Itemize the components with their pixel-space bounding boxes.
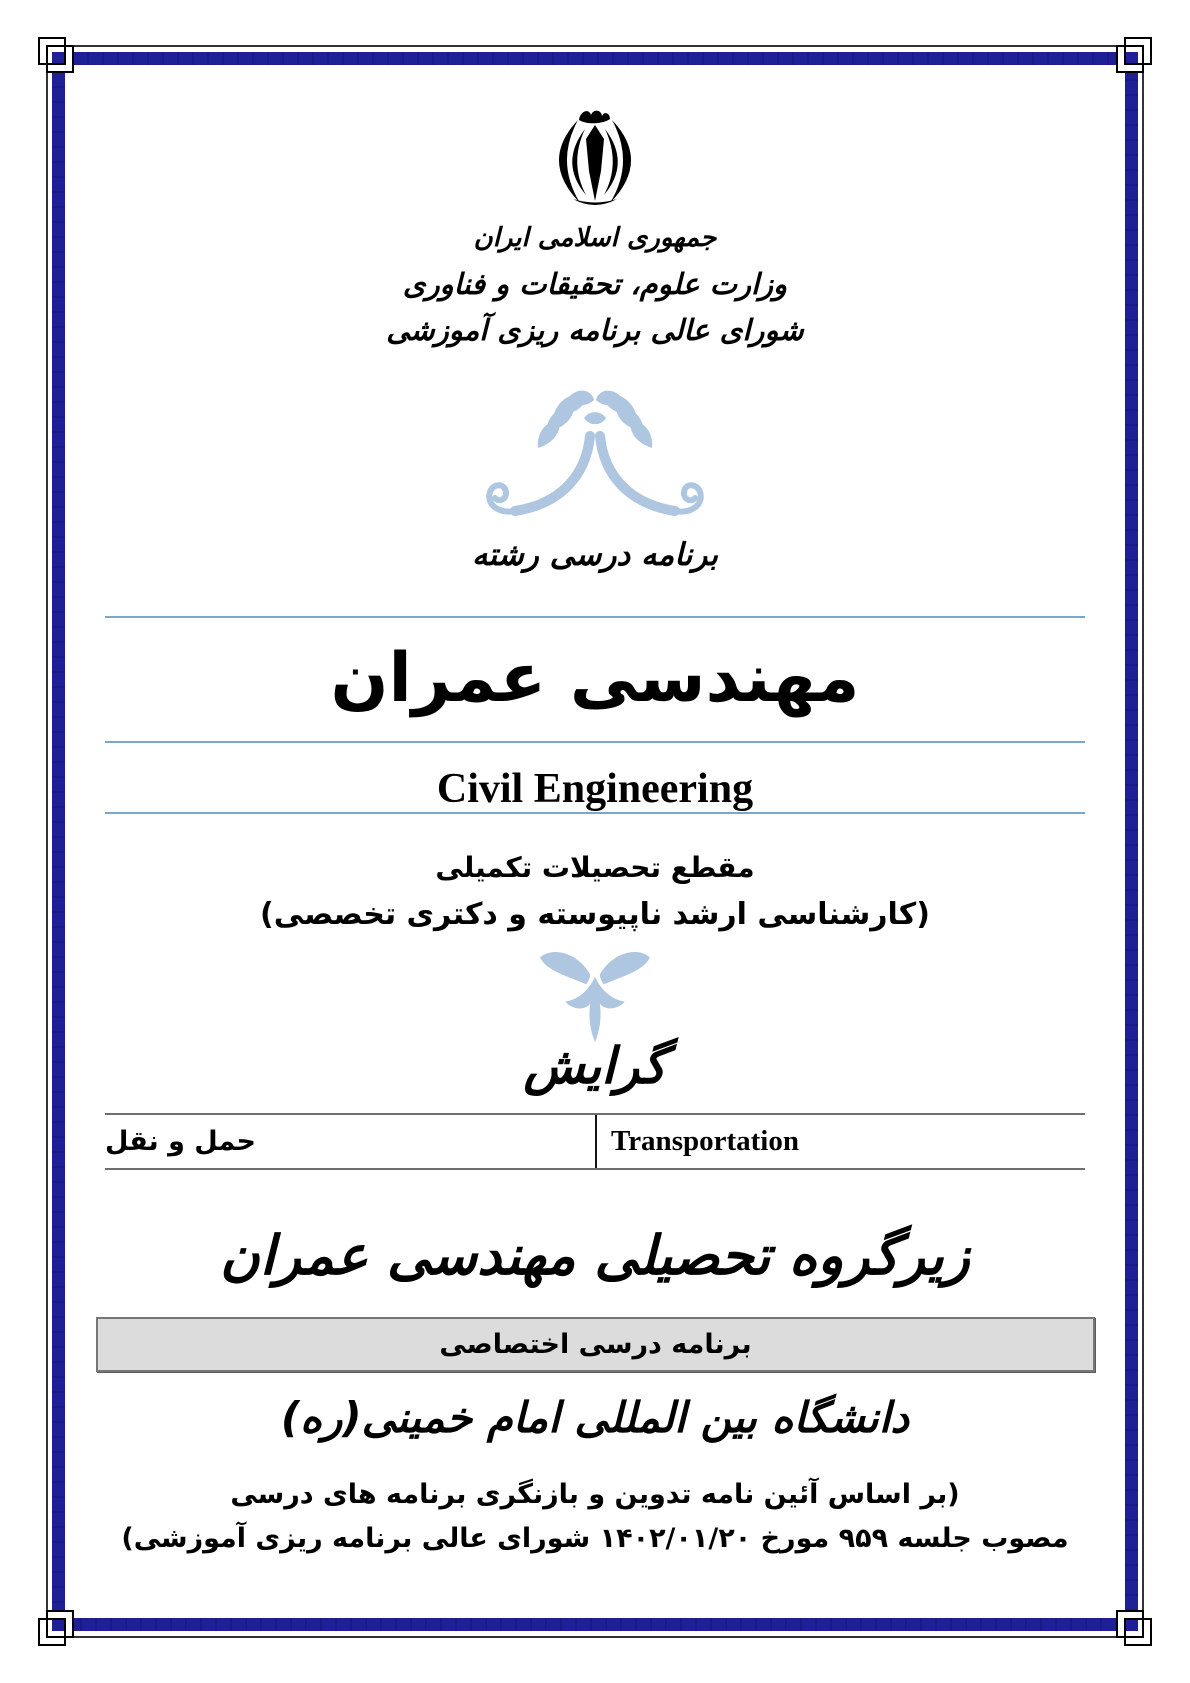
field-title-fa: مهندسی عمران [330,639,860,718]
iran-emblem-icon [533,106,657,212]
divider-rule-middle [105,741,1085,743]
orientation-label: گرایش [523,1037,667,1095]
corner-ornament-top-right [1117,38,1151,72]
corner-ornament-top-left [39,38,73,72]
approval-line-1: (بر اساس آئین نامه تدوین و بازنگری برنامه های درسی [230,1479,960,1510]
subgroup-line: زیرگروه تحصیلی مهندسی عمران [220,1224,970,1287]
orientation-en-cell: Transportation [611,1125,799,1157]
program-label: برنامه درسی رشته [471,537,719,573]
authority-country-line: جمهوری اسلامی ایران [473,223,717,253]
banner-specialized-curriculum [96,1317,1095,1372]
orientation-table [105,1113,1085,1170]
floral-bud-icon [530,942,660,1046]
degree-level-line: مقطع تحصیلات تکمیلی [435,851,755,884]
corner-ornament-bottom-left [39,1611,73,1645]
divider-rule-top [105,616,1085,618]
orientation-fa-cell: حمل و نقل [105,1115,597,1168]
banner-title: برنامه درسی اختصاصی [439,1329,752,1360]
floral-flourish-icon [470,384,720,532]
divider-rule-bottom [105,812,1085,814]
university-line: دانشگاه بین المللی امام خمینی(ره) [280,1393,910,1442]
authority-ministry-line: وزارت علوم، تحقیقات و فناوری [402,267,788,301]
authority-council-line: شورای عالی برنامه ریزی آموزشی [386,313,804,347]
field-title-en: Civil Engineering [436,766,754,812]
approval-line-2: مصوب جلسه ۹۵۹ مورخ ۱۴۰۲/۰۱/۲۰ شورای عالی برنامه ریزی آموزشی) [121,1523,1069,1554]
degree-detail-line: (کارشناسی ارشد ناپیوسته و دکتری تخصصی) [260,897,930,932]
corner-ornament-bottom-right [1117,1611,1151,1645]
